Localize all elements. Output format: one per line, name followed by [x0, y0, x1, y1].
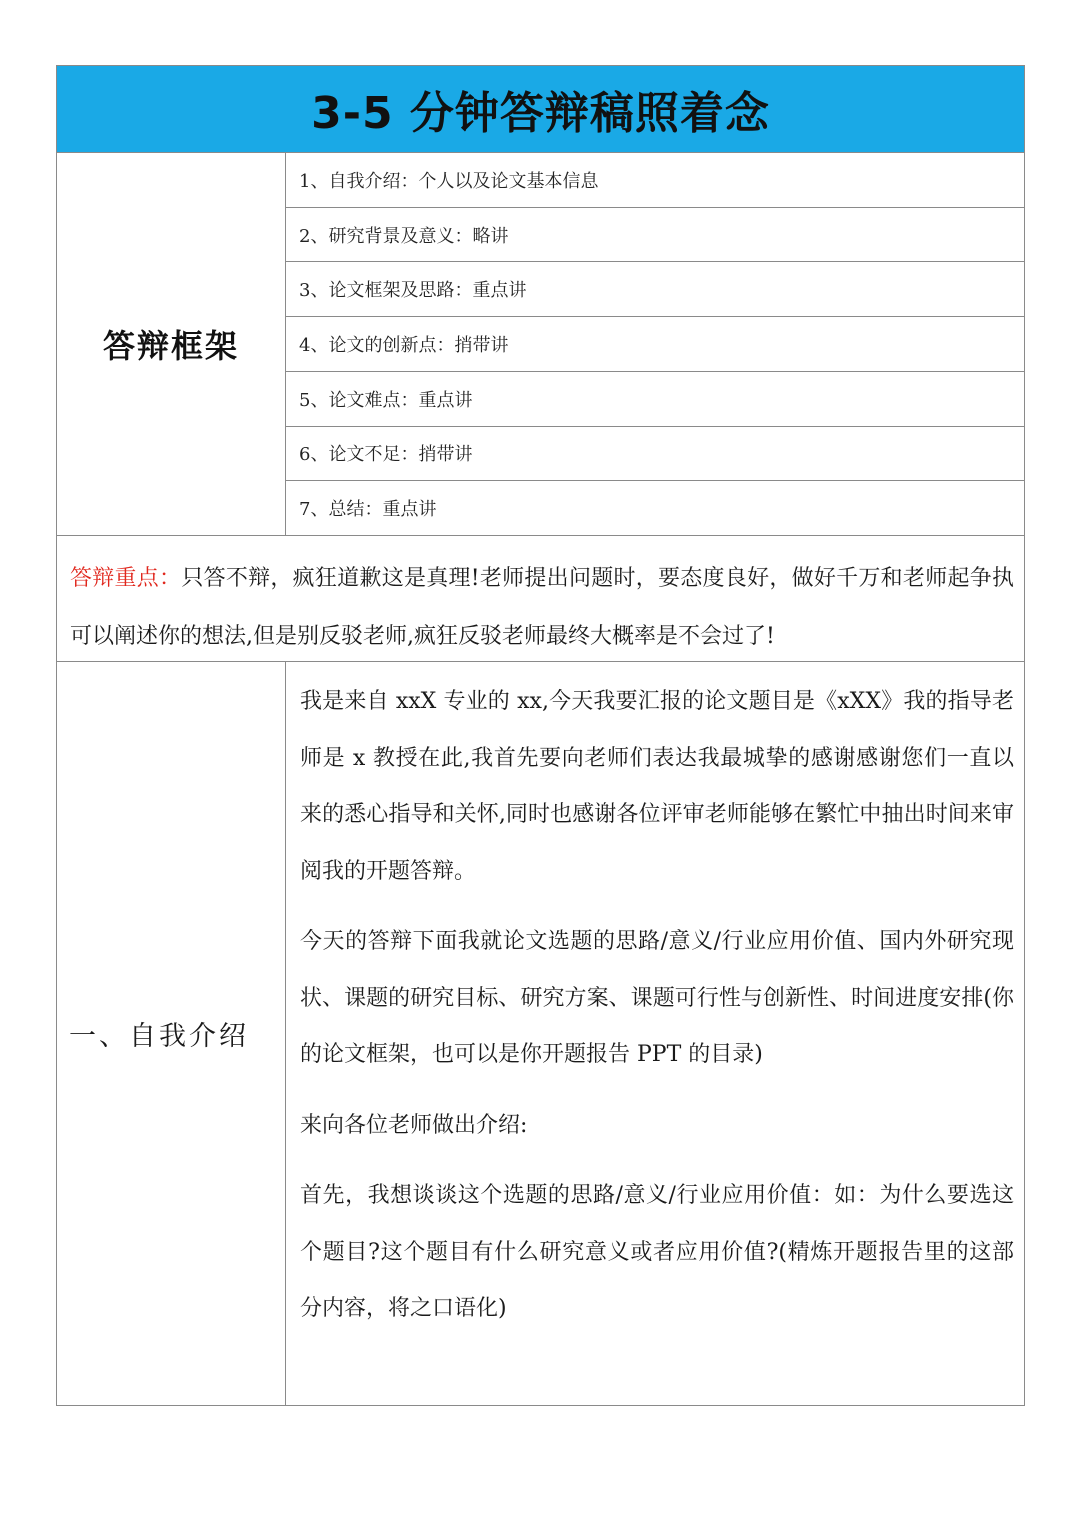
intro-paragraph: 来向各位老师做出介绍:	[300, 1112, 528, 1138]
framework-item: 7、总结：重点讲	[299, 499, 437, 521]
self-intro-body	[286, 662, 1024, 1405]
intro-paragraph: 今天的答辩下面我就论文选题的思路/意义/行业应用价值、国内外研究现状、课题的研究目标、研究方案、课题可行性与创新性、时间进度安排(你的论文框架，也可以是你开题报告 PPT 的目录)	[300, 929, 1014, 1067]
defense-script-table	[56, 65, 1025, 1406]
self-intro-label: 一、自我介绍	[57, 662, 286, 1405]
framework-item: 5、论文难点：重点讲	[286, 372, 1024, 427]
intro-paragraph: 我是来自 xxX 专业的 xx,今天我要汇报的论文题目是《xXX》我的指导老师是 x 教授在此,我首先要向老师们表达我最城挚的感谢感谢您们一直以来的悉心指导和关怀,同时也感谢各位评审老师能够在繁忙中抽出时间来审阅我的开题答辩。	[300, 689, 1014, 884]
self-intro-section	[57, 662, 1024, 1405]
framework-item: 6、论文不足：捎带讲	[286, 427, 1024, 482]
intro-paragraph: 首先，我想谈谈这个选题的思路/意义/行业应用价值：如：为什么要选这个题目?这个题目有什么研究意义或者应用价值?(精炼开题报告里的这部分内容，将之口语化)	[300, 1183, 1014, 1321]
framework-label: 答辩框架	[57, 153, 286, 535]
key-points-label: 答辩重点：	[70, 566, 182, 591]
framework-item: 1、自我介绍：个人以及论文基本信息	[286, 153, 1024, 208]
framework-section	[57, 153, 1024, 536]
page-title: 3-5 分钟答辩稿照着念	[57, 66, 1024, 153]
key-points-text: 只答不辩，疯狂道歉这是真理!老师提出问题时，要态度良好，做好千万和老师起争执可以阐述你的想法,但是别反驳老师,疯狂反驳老师最终大概率是不会过了!	[70, 566, 1014, 649]
framework-item: 4、论文的创新点：捎带讲	[286, 317, 1024, 372]
key-points-section	[57, 536, 1024, 662]
framework-item: 2、研究背景及意义：略讲	[286, 208, 1024, 263]
framework-item: 3、论文框架及思路：重点讲	[286, 262, 1024, 317]
framework-items	[286, 153, 1024, 535]
